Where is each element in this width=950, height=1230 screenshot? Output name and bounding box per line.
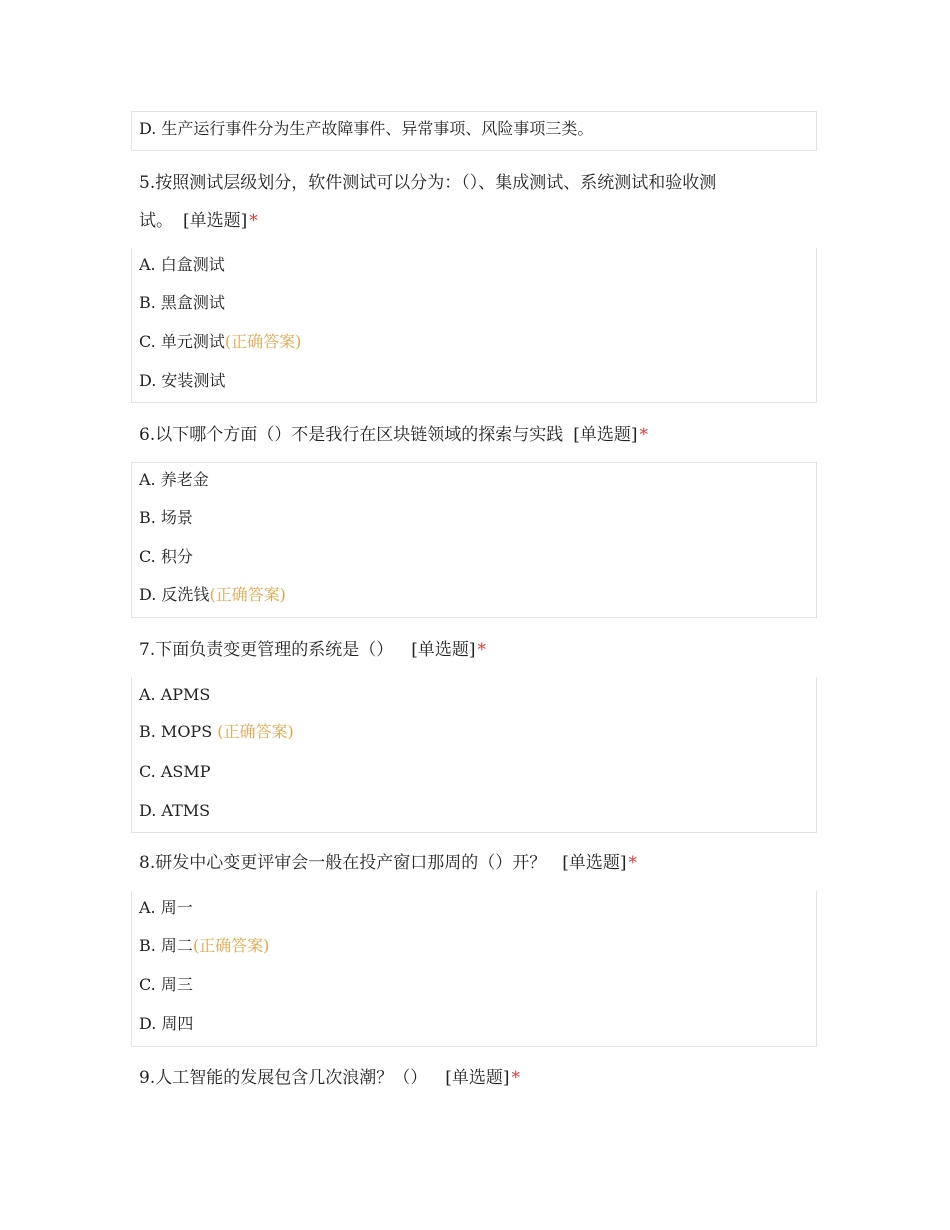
q9-question-type: [单选题] [445, 1068, 510, 1088]
q7-question-text: 7.下面负责变更管理的系统是（） [139, 640, 394, 660]
q7-correct-answer-note: (正确答案) [217, 722, 294, 741]
q9-question-line1 [139, 1067, 520, 1089]
q6-option-a-text: A. 养老金 [139, 470, 209, 489]
q4-option-d-text: D. 生产运行事件分为生产故障事件、异常事项、风险事项三类。 [139, 119, 594, 138]
q7-option-d-text: D. ATMS [139, 801, 211, 820]
q6-option-a[interactable] [139, 470, 209, 490]
q5-option-d-text: D. 安装测试 [139, 371, 226, 390]
q5-question-line1 [139, 172, 716, 194]
q7-option-d[interactable] [139, 801, 210, 821]
q6-required-star: * [639, 425, 648, 445]
q6-option-d[interactable] [139, 585, 286, 605]
q7-required-star: * [477, 640, 486, 660]
q5-option-a-text: A. 白盒测试 [139, 255, 225, 274]
q8-required-star: * [628, 853, 637, 873]
q8-question-line1 [139, 852, 637, 874]
q7-option-a-text: A. APMS [139, 685, 211, 704]
q8-question-text: 8.研发中心变更评审会一般在投产窗口那周的（）开？ [139, 853, 547, 873]
q8-option-d[interactable] [139, 1014, 193, 1034]
q5-option-b-text: B. 黑盒测试 [139, 293, 225, 312]
q5-option-c-text: C. 单元测试 [139, 332, 225, 351]
q7-options-box [131, 677, 817, 833]
q8-question-type: [单选题] [562, 853, 627, 873]
q5-options-box [131, 248, 817, 403]
q8-options-box [131, 891, 817, 1047]
q8-option-b-text: B. 周二 [139, 936, 193, 955]
q8-option-d-text: D. 周四 [139, 1014, 194, 1033]
q6-option-d-text: D. 反洗钱 [139, 585, 210, 604]
q5-question-type: [单选题] [183, 211, 248, 231]
q9-required-star: * [511, 1068, 520, 1088]
q6-option-c-text: C. 积分 [139, 547, 193, 566]
q7-option-b[interactable] [139, 722, 294, 742]
q7-option-a[interactable] [139, 685, 210, 705]
q6-question-line1 [139, 424, 648, 446]
q5-question-line2 [139, 210, 258, 232]
q7-question-line1 [139, 639, 486, 661]
q5-option-c[interactable] [139, 332, 301, 352]
q9-question-text: 9.人工智能的发展包含几次浪潮？（） [139, 1068, 428, 1088]
q6-option-b[interactable] [139, 508, 193, 528]
q6-option-b-text: B. 场景 [139, 508, 193, 527]
q8-correct-answer-note: (正确答案) [192, 936, 270, 955]
q5-required-star: * [249, 211, 258, 231]
q8-option-c[interactable] [139, 975, 193, 995]
q6-question-text: 6.以下哪个方面（）不是我行在区块链领域的探索与实践 [139, 425, 564, 445]
q8-option-a[interactable] [139, 898, 193, 918]
q5-question-text: 5.按照测试层级划分，软件测试可以分为：（）、集成测试、系统测试和验收测 [139, 173, 717, 193]
q5-option-a[interactable] [139, 255, 225, 275]
q8-option-a-text: A. 周一 [139, 898, 193, 917]
q6-correct-answer-note: (正确答案) [209, 585, 286, 604]
q7-question-type: [单选题] [411, 640, 476, 660]
q7-option-b-text: B. MOPS [139, 722, 218, 741]
q6-option-c[interactable] [139, 547, 193, 567]
q4-option-d [139, 119, 593, 139]
q6-question-type: [单选题] [573, 425, 638, 445]
q7-option-c-text: C. ASMP [139, 762, 211, 781]
q5-correct-answer-note: (正确答案) [224, 332, 302, 351]
q8-option-c-text: C. 周三 [139, 975, 193, 994]
q5-question-text-cont: 试。 [139, 211, 173, 231]
q5-option-d[interactable] [139, 371, 225, 391]
q8-option-b[interactable] [139, 936, 269, 956]
q5-option-b[interactable] [139, 293, 225, 313]
q7-option-c[interactable] [139, 762, 211, 782]
